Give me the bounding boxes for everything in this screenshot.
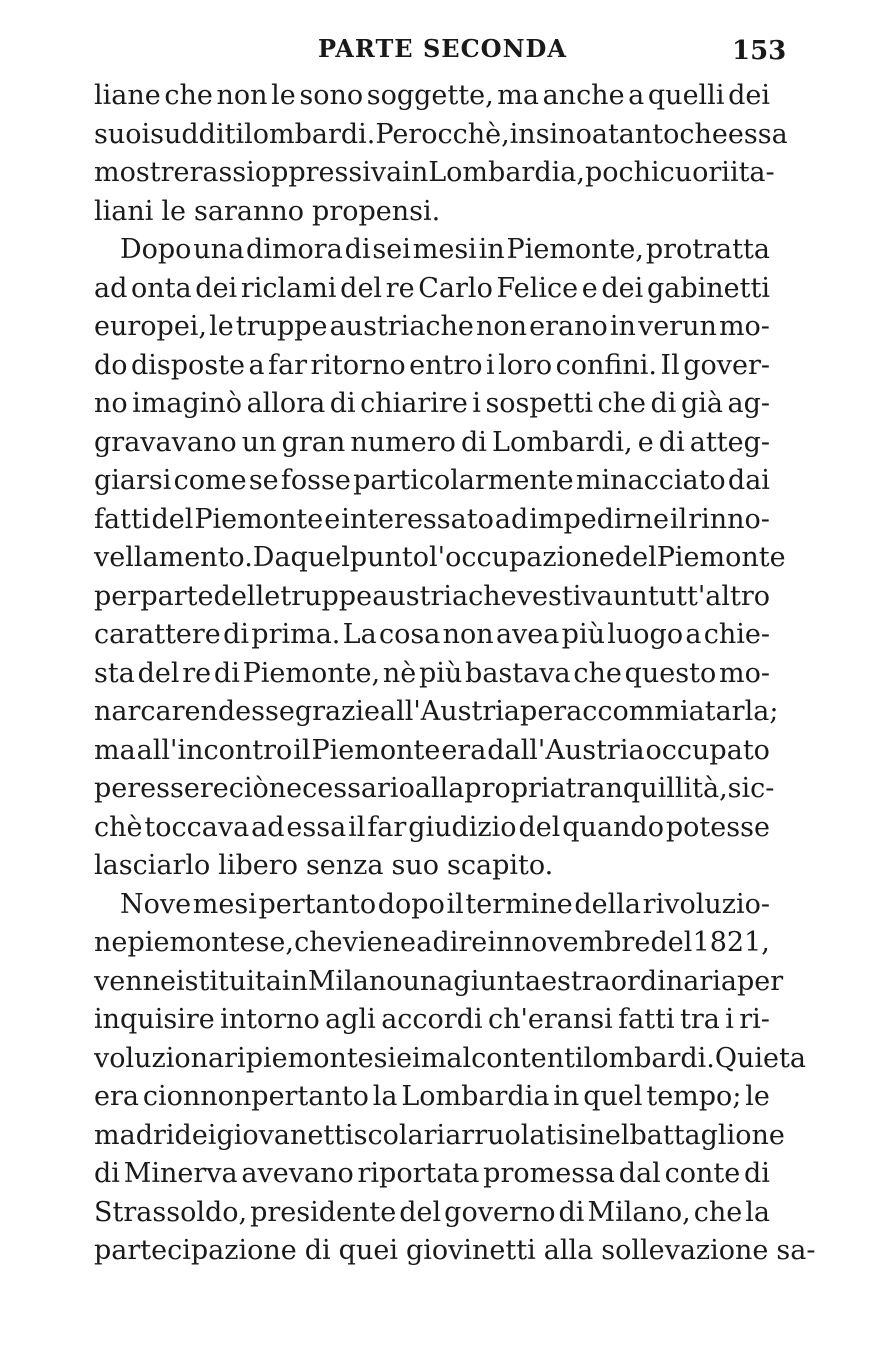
word: voluzionari — [94, 1042, 246, 1074]
word: estraordinaria — [541, 965, 737, 997]
word: del — [399, 1196, 442, 1228]
word: Carlo — [418, 272, 493, 304]
word: ad — [251, 811, 285, 843]
word: grazie — [294, 696, 380, 727]
word: non — [442, 619, 494, 650]
paragraph — [94, 886, 816, 1271]
word: dei — [195, 272, 238, 304]
word: saranno — [194, 195, 305, 227]
word: accommiatarla; — [566, 696, 779, 727]
word: le — [161, 195, 187, 227]
text-line — [94, 847, 770, 886]
word: un — [241, 426, 277, 458]
text-line — [94, 501, 770, 540]
word: Lombardia — [401, 1081, 550, 1112]
word: minacciato — [575, 465, 726, 496]
word: venne — [94, 965, 176, 997]
text-line — [94, 693, 779, 732]
word: sei — [372, 234, 411, 265]
word: Dopo — [120, 234, 192, 265]
running-title: PARTE SECONDA — [318, 34, 567, 63]
word: far — [268, 349, 308, 381]
word: partecipazione — [94, 1235, 297, 1266]
word: senza — [305, 850, 384, 881]
word: dei — [601, 272, 644, 304]
body-text — [94, 77, 816, 1271]
word: che — [294, 927, 343, 958]
word: gover- — [683, 349, 770, 381]
word: rinno- — [688, 503, 770, 535]
word: austriache — [329, 311, 474, 342]
word: quel — [290, 542, 350, 573]
word: imaginò — [132, 388, 243, 419]
word: onta — [131, 272, 192, 304]
word: lombardi. — [583, 1042, 715, 1074]
word: Il — [660, 349, 680, 381]
word: Quieta — [714, 1042, 806, 1074]
text-line — [94, 231, 770, 270]
text-line — [94, 886, 770, 925]
word: propensi. — [312, 195, 441, 227]
word: entro — [409, 349, 483, 381]
word: lombardi. — [244, 118, 376, 150]
word: le — [271, 80, 296, 111]
word: cosa — [378, 619, 441, 650]
word: ne — [94, 927, 128, 958]
word: Piemonte, — [506, 234, 644, 265]
word: e — [324, 503, 341, 535]
word: per — [94, 773, 141, 804]
word: no — [94, 388, 128, 419]
word: fatti — [618, 1004, 675, 1035]
word: del — [518, 811, 561, 843]
word: termine — [465, 888, 573, 920]
word: che — [164, 80, 213, 111]
word: giunta — [453, 965, 542, 997]
word: dei — [728, 80, 770, 111]
text-line — [94, 770, 775, 809]
word: ritorno — [310, 349, 406, 381]
word: che — [693, 1196, 743, 1228]
word: della — [574, 888, 642, 920]
word: giarsi — [94, 465, 172, 496]
text-line — [94, 1040, 806, 1079]
word: sospetti — [485, 388, 594, 419]
word: confini. — [555, 349, 657, 381]
word: sono — [299, 80, 364, 111]
word: ma — [497, 80, 539, 111]
word: il — [446, 888, 464, 920]
word: tranquillità, — [565, 773, 728, 804]
word: gravavano — [94, 426, 237, 458]
word: in — [281, 965, 308, 997]
word: il — [293, 734, 311, 766]
word: a — [416, 927, 433, 958]
word: Piemonte, — [242, 657, 381, 689]
word: ad — [494, 503, 529, 535]
word: una — [402, 965, 454, 997]
word: ma — [94, 734, 136, 766]
word: inquisire — [94, 1004, 215, 1035]
text-line — [94, 424, 770, 463]
word: i — [485, 349, 495, 381]
text-line — [94, 462, 770, 501]
word: riclami — [240, 272, 337, 304]
word: carattere — [94, 619, 221, 650]
word: quel — [583, 1081, 643, 1112]
word: dall'Austria — [487, 734, 645, 766]
word: parte — [140, 580, 214, 612]
word: per — [736, 965, 784, 997]
word: ri- — [739, 1004, 770, 1035]
word: era — [441, 734, 487, 766]
text-line — [94, 1078, 770, 1117]
word: del — [650, 927, 693, 958]
text-line — [94, 732, 770, 771]
word: numero — [350, 426, 456, 458]
word: tra — [679, 1004, 720, 1035]
word: Strassoldo, — [94, 1196, 248, 1228]
word: promessa — [483, 1158, 616, 1189]
word: del — [137, 657, 180, 689]
word: non — [475, 311, 528, 342]
word: per — [94, 580, 141, 612]
text-line — [94, 308, 770, 347]
word: questo — [624, 657, 717, 689]
word: accordi — [381, 1004, 483, 1035]
word: malcontenti — [420, 1042, 584, 1074]
word: interessato — [341, 503, 494, 535]
word: luogo — [607, 619, 684, 650]
word: le — [745, 1081, 770, 1112]
word: madri — [94, 1119, 175, 1151]
word: sa- — [776, 1235, 816, 1266]
word: essere — [140, 773, 229, 804]
word: ciò — [228, 773, 269, 804]
word: soggette, — [366, 80, 494, 111]
word: atteg- — [689, 426, 770, 458]
word: dimora — [246, 234, 343, 265]
word: dal — [618, 1158, 661, 1189]
word: intorno — [220, 1004, 320, 1035]
word: 1821, — [692, 927, 770, 958]
word: ag- — [727, 388, 770, 419]
word: allora — [246, 388, 326, 419]
word: che — [573, 657, 622, 689]
word: protratta — [645, 234, 770, 265]
paragraph — [94, 77, 788, 231]
word: di — [744, 1158, 770, 1189]
text-line — [94, 193, 770, 232]
word: agli — [325, 1004, 376, 1035]
word: di — [223, 619, 249, 650]
word: presidente — [250, 1196, 397, 1228]
word: ch'eransi — [487, 1004, 613, 1035]
word: nè — [382, 657, 417, 689]
word: particolarmente — [353, 465, 574, 496]
word: all'incontro — [136, 734, 293, 766]
word: piemontesi — [245, 1042, 397, 1074]
word: essa — [286, 811, 347, 843]
word: pertanto — [258, 888, 377, 920]
word: che — [679, 118, 728, 150]
word: La — [342, 619, 377, 650]
word: sudditi — [150, 118, 245, 150]
text-line — [94, 385, 770, 424]
text-line — [94, 1117, 785, 1156]
word: tempo; — [646, 1081, 742, 1112]
text-line — [94, 578, 770, 617]
word: chie- — [703, 619, 770, 650]
word: e — [581, 272, 598, 304]
word: verun — [637, 311, 717, 342]
word: per — [520, 696, 567, 727]
word: giovinetti — [405, 1235, 536, 1266]
text-line — [94, 963, 784, 1002]
word: ad — [94, 272, 128, 304]
word: avea — [495, 619, 560, 650]
word: in — [402, 157, 429, 188]
word: vestiva — [516, 580, 613, 612]
word: il — [669, 503, 688, 535]
word: mesi — [192, 888, 257, 920]
word: a — [628, 80, 645, 111]
text-line — [94, 655, 770, 694]
word: alla — [543, 1235, 594, 1266]
text-line — [94, 539, 786, 578]
word: re — [182, 657, 212, 689]
text-line — [94, 1155, 770, 1194]
word: governo — [444, 1196, 556, 1228]
word: loro — [498, 349, 553, 381]
word: di — [94, 1158, 120, 1189]
word: do — [94, 349, 128, 381]
word: la — [372, 1081, 398, 1112]
word: in — [487, 927, 514, 958]
text-line — [94, 616, 770, 655]
word: Nove — [120, 888, 192, 920]
word: potesse — [665, 811, 770, 843]
word: propria — [464, 773, 566, 804]
word: che — [597, 388, 647, 419]
word: come — [173, 465, 247, 496]
word: cuori — [659, 157, 730, 188]
word: piemontese, — [127, 927, 294, 958]
word: tutt'altro — [647, 580, 770, 612]
word: i — [725, 1004, 734, 1035]
word: oppressiva — [254, 157, 403, 188]
word: rivoluzio- — [642, 888, 770, 920]
word: del — [340, 272, 383, 304]
text-line — [94, 1001, 770, 1040]
word: di — [658, 426, 685, 458]
word: i — [412, 1042, 421, 1074]
word: giovanetti — [216, 1119, 354, 1151]
word: liani — [94, 195, 154, 227]
word: a — [248, 349, 265, 381]
word: Minerva — [123, 1158, 238, 1189]
word: scolari — [353, 1119, 446, 1151]
word: chè — [94, 811, 143, 843]
text-line — [94, 809, 770, 848]
word: libero — [218, 850, 298, 881]
word: di — [344, 234, 371, 265]
word: bastava — [465, 657, 571, 689]
word: battaglione — [629, 1119, 785, 1151]
word: i — [472, 388, 481, 419]
word: dire — [432, 927, 488, 958]
word: toccava — [144, 811, 250, 843]
word: e — [637, 426, 654, 458]
word: di — [213, 657, 240, 689]
word: anche — [542, 80, 625, 111]
word: di — [304, 1235, 331, 1266]
word: occupato — [645, 734, 770, 766]
word: dai — [727, 465, 770, 496]
page-number: 153 — [732, 36, 787, 66]
word: mo- — [718, 311, 770, 342]
word: far — [367, 811, 407, 843]
word: essa — [727, 118, 788, 150]
word: Da — [252, 542, 291, 573]
word: Lombardi, — [492, 426, 633, 458]
paragraph — [94, 231, 786, 886]
word: riportata — [357, 1158, 480, 1189]
text-line — [94, 1232, 816, 1271]
word: europei, — [94, 311, 208, 342]
word: novembre — [513, 927, 651, 958]
word: di — [650, 388, 677, 419]
text-line — [94, 77, 770, 116]
word: austriache — [372, 580, 517, 612]
word: la — [745, 1196, 770, 1228]
word: Piemonte — [194, 503, 324, 535]
word: in — [609, 311, 636, 342]
word: punto — [349, 542, 430, 573]
word: mostrerassi — [94, 157, 255, 188]
word: scapito. — [447, 850, 554, 881]
text-line — [94, 1194, 770, 1233]
word: suo — [391, 850, 440, 881]
word: truppe — [235, 311, 328, 342]
word: pochi — [584, 157, 660, 188]
word: era — [94, 1081, 139, 1112]
word: dopo — [377, 888, 445, 920]
word: all'Austria — [380, 696, 521, 727]
word: vellamento. — [94, 542, 253, 573]
word: delle — [213, 580, 281, 612]
word: a — [685, 619, 702, 650]
word: già — [680, 388, 723, 419]
word: dei — [174, 1119, 217, 1151]
word: prima. — [251, 619, 341, 650]
word: più — [418, 657, 463, 689]
word: nel — [587, 1119, 630, 1151]
word: fatti — [94, 503, 151, 535]
word: quelli — [647, 80, 725, 111]
word: viene — [342, 927, 417, 958]
word: Milano, — [587, 1196, 691, 1228]
word: mesi — [412, 234, 477, 265]
word: l'occupazione — [429, 542, 615, 573]
word: di — [461, 426, 487, 458]
word: tanto — [607, 118, 680, 150]
word: cionnonpertanto — [142, 1081, 369, 1112]
word: insino — [509, 118, 592, 150]
word: truppe — [280, 580, 373, 612]
text-line — [94, 347, 770, 386]
word: non — [216, 80, 268, 111]
word: più — [561, 619, 605, 650]
word: istituita — [176, 965, 282, 997]
word: conte — [664, 1158, 741, 1189]
word: Felice — [496, 272, 579, 304]
word: quei — [338, 1235, 398, 1266]
word: di — [558, 1196, 585, 1228]
word: ita- — [729, 157, 775, 188]
word: erano — [529, 311, 608, 342]
word: arruolatisi — [445, 1119, 588, 1151]
word: del — [151, 503, 194, 535]
word: Lombardia, — [428, 157, 585, 188]
word: Milano — [307, 965, 403, 997]
word: Piemonte — [656, 542, 786, 573]
word: in — [553, 1081, 580, 1112]
word: le — [209, 311, 234, 342]
word: sollevazione — [601, 1235, 769, 1266]
word: disposte — [131, 349, 245, 381]
word: del — [614, 542, 657, 573]
word: e — [396, 1042, 413, 1074]
word: se — [248, 465, 279, 496]
word: rendesse — [171, 696, 295, 727]
word: lasciarlo — [94, 850, 211, 881]
word: un — [612, 580, 648, 612]
word: narca — [94, 696, 172, 727]
word: gabinetti — [646, 272, 770, 304]
word: in — [478, 234, 505, 265]
word: il — [348, 811, 366, 843]
text-line — [94, 154, 775, 193]
word: avevano — [241, 1158, 354, 1189]
word: fosse — [280, 465, 351, 496]
word: sic- — [727, 773, 775, 804]
word: una — [193, 234, 245, 265]
word: mo- — [719, 657, 770, 689]
word: Piemonte — [311, 734, 441, 766]
word: di — [329, 388, 356, 419]
word: liane — [94, 80, 161, 111]
word: alla — [414, 773, 465, 804]
word: sta — [94, 657, 135, 689]
word: necessario — [268, 773, 415, 804]
word: chiarire — [360, 388, 468, 419]
word: suoi — [94, 118, 151, 150]
word: re — [385, 272, 415, 304]
word: gran — [281, 426, 346, 458]
text-line — [94, 924, 770, 963]
word: impedirne — [529, 503, 669, 535]
word: quando — [562, 811, 664, 843]
text-line — [94, 270, 770, 309]
text-line — [94, 116, 788, 155]
page-header — [0, 34, 874, 74]
word: Perocchè, — [375, 118, 510, 150]
word: a — [591, 118, 608, 150]
word: giudizio — [408, 811, 517, 843]
